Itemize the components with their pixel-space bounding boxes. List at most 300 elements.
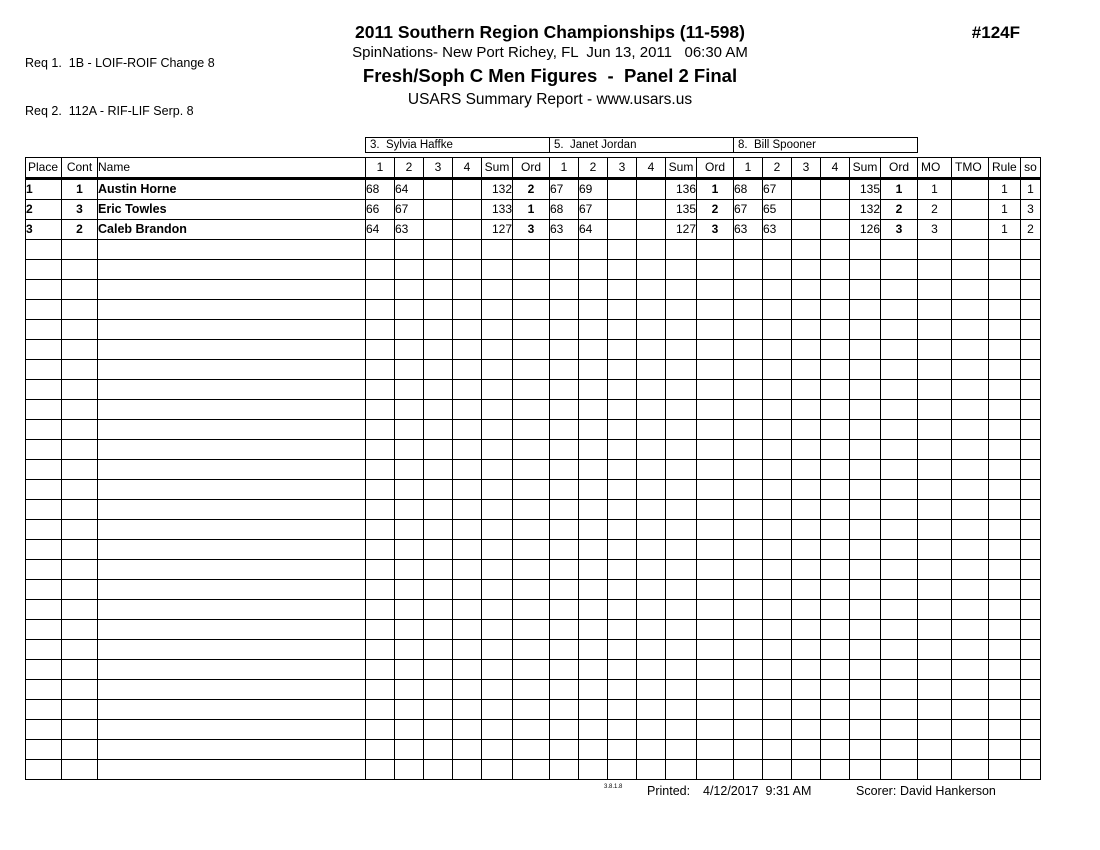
cell-so: [1021, 480, 1041, 500]
cell-score: [366, 680, 395, 700]
cell-ord: [697, 720, 734, 740]
cell-place: [26, 340, 62, 360]
cell-score: [550, 320, 579, 340]
cell-sum: [666, 300, 697, 320]
cell-ord: [513, 540, 550, 560]
cell-sum: [666, 400, 697, 420]
cell-name: [98, 620, 366, 640]
cell-cont: 2: [62, 220, 98, 240]
col-header-score-4: 4: [821, 158, 850, 179]
cell-place: [26, 600, 62, 620]
cell-score: [608, 420, 637, 440]
empty-row: [26, 340, 1041, 360]
cell-name: [98, 660, 366, 680]
cell-score: [608, 560, 637, 580]
cell-sum: 133: [482, 200, 513, 220]
cell-score: [792, 540, 821, 560]
empty-row: [26, 580, 1041, 600]
cell-ord: [513, 560, 550, 580]
cell-score: [366, 240, 395, 260]
cell-score: [579, 700, 608, 720]
cell-score: [608, 700, 637, 720]
cell-score: [608, 380, 637, 400]
cell-score: [821, 520, 850, 540]
cell-score: [637, 280, 666, 300]
cell-score: [763, 540, 792, 560]
cell-ord: [881, 720, 918, 740]
cell-so: [1021, 700, 1041, 720]
cell-ord: [881, 500, 918, 520]
empty-row: [26, 560, 1041, 580]
cell-sum: [482, 760, 513, 780]
cell-ord: [513, 660, 550, 680]
cell-sum: [850, 340, 881, 360]
cell-mo: [918, 440, 952, 460]
cell-score: [763, 760, 792, 780]
cell-name: [98, 400, 366, 420]
cell-so: [1021, 280, 1041, 300]
cell-cont: [62, 260, 98, 280]
cell-score: [763, 360, 792, 380]
cell-sum: [850, 700, 881, 720]
cell-score: [637, 320, 666, 340]
cell-so: 2: [1021, 220, 1041, 240]
cell-score: 67: [550, 179, 579, 200]
cell-score: [763, 720, 792, 740]
cell-score: [366, 260, 395, 280]
cell-ord: [513, 700, 550, 720]
cell-mo: [918, 400, 952, 420]
cell-sum: [666, 380, 697, 400]
cell-sum: [482, 540, 513, 560]
cell-name: [98, 520, 366, 540]
cell-ord: [513, 720, 550, 740]
cell-ord: [513, 420, 550, 440]
cell-score: [637, 440, 666, 460]
cell-score: [424, 300, 453, 320]
cell-score: [424, 460, 453, 480]
col-header-score-1: 1: [550, 158, 579, 179]
cell-score: [395, 600, 424, 620]
cell-score: [821, 480, 850, 500]
cell-score: [792, 620, 821, 640]
empty-row: [26, 280, 1041, 300]
cell-ord: [513, 300, 550, 320]
cell-so: [1021, 620, 1041, 640]
cell-place: [26, 400, 62, 420]
cell-score: [821, 620, 850, 640]
cell-score: [579, 600, 608, 620]
cell-score: [395, 320, 424, 340]
cell-score: [424, 680, 453, 700]
cell-score: [734, 380, 763, 400]
cell-place: [26, 620, 62, 640]
cell-score: [579, 460, 608, 480]
judge-header-1: 3. Sylvia Haffke: [365, 137, 550, 153]
results-table-area: [25, 137, 1041, 780]
cell-score: [821, 179, 850, 200]
cell-score: [821, 540, 850, 560]
cell-score: [453, 200, 482, 220]
cell-mo: 2: [918, 200, 952, 220]
cell-sum: [666, 660, 697, 680]
cell-score: [424, 260, 453, 280]
cell-place: [26, 320, 62, 340]
cell-ord: 3: [881, 220, 918, 240]
cell-score: [453, 720, 482, 740]
cell-score: [424, 179, 453, 200]
cell-sum: [482, 460, 513, 480]
cell-name: [98, 760, 366, 780]
cell-score: [366, 280, 395, 300]
cell-cont: [62, 720, 98, 740]
cell-score: [579, 260, 608, 280]
cell-score: [453, 460, 482, 480]
cell-score: [734, 720, 763, 740]
cell-so: [1021, 360, 1041, 380]
cell-ord: [881, 340, 918, 360]
cell-cont: [62, 440, 98, 460]
cell-ord: [697, 340, 734, 360]
cell-score: [366, 380, 395, 400]
competition-title: 2011 Southern Region Championships (11-598): [355, 22, 745, 42]
cell-place: [26, 300, 62, 320]
cell-score: [424, 660, 453, 680]
cell-score: [424, 580, 453, 600]
cell-score: [395, 720, 424, 740]
cell-score: [792, 520, 821, 540]
col-header-sum: Sum: [666, 158, 697, 179]
cell-rule: 1: [989, 220, 1021, 240]
cell-name: [98, 560, 366, 580]
cell-place: [26, 360, 62, 380]
cell-sum: [850, 500, 881, 520]
cell-score: [821, 220, 850, 240]
cell-score: [395, 660, 424, 680]
cell-ord: 3: [697, 220, 734, 240]
cell-score: [550, 700, 579, 720]
cell-ord: [513, 620, 550, 640]
cell-score: [792, 640, 821, 660]
cell-tmo: [952, 740, 989, 760]
cell-name: [98, 480, 366, 500]
cell-cont: [62, 560, 98, 580]
cell-so: [1021, 580, 1041, 600]
cell-sum: [850, 360, 881, 380]
cell-score: [550, 520, 579, 540]
cell-score: [453, 240, 482, 260]
cell-score: [608, 620, 637, 640]
cell-score: 67: [734, 200, 763, 220]
cell-ord: 3: [513, 220, 550, 240]
cell-score: [579, 320, 608, 340]
judge-header-3: 8. Bill Spooner: [733, 137, 918, 153]
cell-mo: [918, 240, 952, 260]
cell-score: [792, 600, 821, 620]
cell-score: [366, 540, 395, 560]
cell-mo: 1: [918, 179, 952, 200]
cell-score: [734, 560, 763, 580]
cell-score: [763, 600, 792, 620]
requirement-line-1: Req 1. 1B - LOIF-ROIF Change 8: [25, 56, 215, 70]
cell-score: [821, 280, 850, 300]
cell-score: [366, 580, 395, 600]
cell-ord: [881, 560, 918, 580]
col-header-sum: Sum: [482, 158, 513, 179]
cell-score: [792, 680, 821, 700]
cell-sum: [850, 240, 881, 260]
cell-score: [821, 660, 850, 680]
empty-row: [26, 680, 1041, 700]
cell-ord: [697, 280, 734, 300]
cell-name: [98, 460, 366, 480]
cell-score: [550, 340, 579, 360]
col-header-name: Name: [98, 158, 366, 179]
cell-mo: [918, 620, 952, 640]
cell-score: [608, 760, 637, 780]
cell-score: [608, 240, 637, 260]
cell-rule: [989, 680, 1021, 700]
col-header-so: so: [1021, 158, 1041, 179]
cell-score: [424, 200, 453, 220]
cell-sum: [666, 340, 697, 360]
cell-score: [395, 280, 424, 300]
cell-score: [424, 600, 453, 620]
cell-mo: 3: [918, 220, 952, 240]
cell-tmo: [952, 660, 989, 680]
cell-score: [608, 660, 637, 680]
cell-score: [366, 360, 395, 380]
cell-name: [98, 600, 366, 620]
cell-sum: [482, 740, 513, 760]
cell-sum: [850, 720, 881, 740]
cell-sum: [850, 600, 881, 620]
cell-place: [26, 420, 62, 440]
cell-score: [734, 700, 763, 720]
cell-score: [792, 500, 821, 520]
cell-score: [734, 280, 763, 300]
cell-score: [550, 560, 579, 580]
cell-mo: [918, 740, 952, 760]
cell-score: [366, 620, 395, 640]
cell-score: [366, 420, 395, 440]
cell-rule: [989, 400, 1021, 420]
cell-mo: [918, 760, 952, 780]
empty-row: [26, 420, 1041, 440]
cell-tmo: [952, 640, 989, 660]
cell-score: [366, 720, 395, 740]
cell-ord: 1: [513, 200, 550, 220]
cell-mo: [918, 540, 952, 560]
cell-score: [821, 580, 850, 600]
cell-score: [637, 200, 666, 220]
cell-score: [734, 680, 763, 700]
empty-row: [26, 600, 1041, 620]
cell-rule: [989, 520, 1021, 540]
cell-tmo: [952, 560, 989, 580]
cell-score: 67: [395, 200, 424, 220]
cell-score: [453, 480, 482, 500]
cell-sum: [850, 540, 881, 560]
cell-ord: [697, 700, 734, 720]
cell-score: [637, 260, 666, 280]
cell-sum: [850, 420, 881, 440]
cell-ord: [881, 460, 918, 480]
cell-score: [637, 420, 666, 440]
cell-score: [424, 700, 453, 720]
cell-score: [637, 179, 666, 200]
empty-row: [26, 660, 1041, 680]
cell-ord: [513, 760, 550, 780]
cell-score: [366, 520, 395, 540]
cell-score: [395, 480, 424, 500]
cell-score: [424, 280, 453, 300]
report-type-line: USARS Summary Report - www.usars.us: [407, 91, 693, 108]
cell-name: [98, 260, 366, 280]
cell-name: [98, 440, 366, 460]
cell-rule: [989, 760, 1021, 780]
empty-row: [26, 240, 1041, 260]
cell-tmo: [952, 380, 989, 400]
cell-score: [424, 400, 453, 420]
cell-score: [734, 600, 763, 620]
cell-tmo: [952, 240, 989, 260]
cell-sum: [666, 760, 697, 780]
cell-score: [424, 540, 453, 560]
cell-mo: [918, 660, 952, 680]
requirement-line-2: Req 2. 112A - RIF-LIF Serp. 8: [25, 104, 194, 118]
cell-rule: [989, 720, 1021, 740]
cell-ord: [697, 400, 734, 420]
cell-score: [734, 760, 763, 780]
cell-score: [763, 580, 792, 600]
cell-score: [763, 400, 792, 420]
cell-score: [734, 240, 763, 260]
cell-score: [453, 280, 482, 300]
cell-score: [579, 300, 608, 320]
cell-sum: [850, 380, 881, 400]
cell-cont: [62, 240, 98, 260]
cell-ord: [697, 620, 734, 640]
cell-name: Eric Towles: [98, 200, 366, 220]
cell-score: [608, 320, 637, 340]
cell-sum: 135: [666, 200, 697, 220]
cell-score: [608, 260, 637, 280]
event-number: #124F: [971, 23, 1020, 42]
venue-date-line: SpinNations- New Port Richey, FL Jun 13, 2011 06:30 AM: [352, 44, 748, 61]
empty-row: [26, 620, 1041, 640]
cell-ord: [881, 280, 918, 300]
empty-row: [26, 540, 1041, 560]
cell-cont: [62, 360, 98, 380]
cell-score: [550, 640, 579, 660]
cell-name: [98, 580, 366, 600]
cell-ord: [881, 700, 918, 720]
printed-value: 4/12/2017 9:31 AM: [703, 784, 812, 798]
cell-mo: [918, 280, 952, 300]
cell-cont: [62, 460, 98, 480]
cell-sum: [666, 600, 697, 620]
cell-so: [1021, 460, 1041, 480]
cell-score: [366, 660, 395, 680]
cell-ord: 2: [513, 179, 550, 200]
cell-score: [424, 380, 453, 400]
cell-ord: [881, 740, 918, 760]
cell-rule: [989, 320, 1021, 340]
cell-ord: [697, 300, 734, 320]
cell-score: [366, 640, 395, 660]
cell-score: [579, 440, 608, 460]
cell-tmo: [952, 480, 989, 500]
cell-sum: [850, 520, 881, 540]
cell-ord: [513, 240, 550, 260]
cell-score: [579, 480, 608, 500]
cell-score: [734, 260, 763, 280]
cell-ord: [697, 320, 734, 340]
cell-score: [608, 480, 637, 500]
cell-score: [821, 300, 850, 320]
cell-score: [550, 500, 579, 520]
cell-name: Austin Horne: [98, 179, 366, 200]
cell-score: [792, 300, 821, 320]
cell-score: [395, 340, 424, 360]
cell-score: [579, 560, 608, 580]
cell-cont: [62, 300, 98, 320]
cell-so: [1021, 440, 1041, 460]
cell-score: [366, 500, 395, 520]
cell-score: [821, 600, 850, 620]
cell-score: [550, 480, 579, 500]
cell-cont: 1: [62, 179, 98, 200]
cell-score: [550, 600, 579, 620]
cell-score: 68: [734, 179, 763, 200]
col-header-score-3: 3: [792, 158, 821, 179]
cell-score: [763, 340, 792, 360]
empty-row: [26, 320, 1041, 340]
cell-score: [608, 600, 637, 620]
cell-sum: [850, 640, 881, 660]
cell-score: [453, 400, 482, 420]
cell-score: [792, 660, 821, 680]
cell-sum: [666, 500, 697, 520]
cell-ord: [697, 460, 734, 480]
cell-tmo: [952, 340, 989, 360]
cell-score: [366, 760, 395, 780]
cell-tmo: [952, 580, 989, 600]
cell-score: [821, 500, 850, 520]
cell-rule: [989, 340, 1021, 360]
cell-place: [26, 480, 62, 500]
cell-score: [424, 620, 453, 640]
cell-tmo: [952, 620, 989, 640]
cell-score: [395, 560, 424, 580]
cell-so: [1021, 660, 1041, 680]
cell-score: [395, 380, 424, 400]
cell-score: [821, 720, 850, 740]
event-title: Fresh/Soph C Men Figures - Panel 2 Final: [362, 65, 738, 86]
cell-score: [637, 680, 666, 700]
cell-name: [98, 720, 366, 740]
cell-tmo: [952, 320, 989, 340]
cell-sum: [666, 700, 697, 720]
cell-so: [1021, 740, 1041, 760]
col-header-rule: Rule: [989, 158, 1021, 179]
cell-ord: [513, 580, 550, 600]
cell-score: [608, 680, 637, 700]
cell-sum: [666, 360, 697, 380]
cell-score: [395, 680, 424, 700]
cell-score: [395, 260, 424, 280]
